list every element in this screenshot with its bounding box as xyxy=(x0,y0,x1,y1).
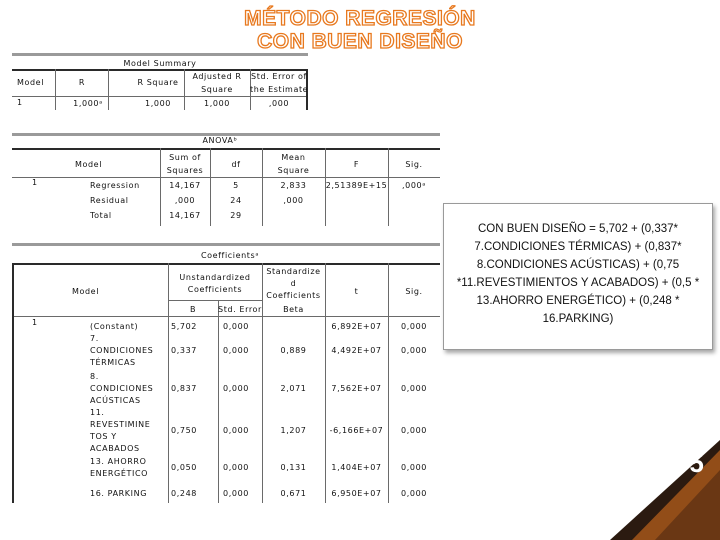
anova-row-label: Total xyxy=(90,211,112,220)
coefficients-row-std-error: 0,000 xyxy=(223,322,249,331)
slide-title-line-2: CON BUEN DISEÑO xyxy=(257,30,463,53)
anova-row-mean-square: 2,833 xyxy=(280,181,307,190)
regression-equation-text: CON BUEN DISEÑO = 5,702 + (0,337* 7.CONDICIONES TÉRMICAS) + (0,837* 8.CONDICIONES ACÚSTICAS) + (0,75 *11.REVESTIMIENTOS Y ACABADOS) + (0,5 * 13.AHORRO ENERGÉTICO) + (0,248 * 16.PARKING) xyxy=(456,223,700,325)
anova-header-bottom-line xyxy=(12,177,440,178)
coefficients-row-label: ACABADOS xyxy=(90,444,140,453)
coefficients-row-b: 0,837 xyxy=(171,384,197,393)
coefficients-row-t: 4,492E+07 xyxy=(331,346,382,355)
anova-row-mean-square: ,000 xyxy=(283,196,304,205)
coefficients-header-beta: Beta xyxy=(283,305,304,314)
coefficients-row-sig: 0,000 xyxy=(401,384,427,393)
coefficients-header-sig: Sig. xyxy=(405,287,423,296)
coefficients-header-std-error: Std. Error xyxy=(218,305,262,314)
model-summary-header-adjusted-r-line2: Square xyxy=(201,85,233,94)
coefficients-row-std-error: 0,000 xyxy=(223,346,249,355)
coefficients-row-beta: 2,071 xyxy=(280,384,307,393)
coefficients-row-std-error: 0,000 xyxy=(223,384,249,393)
coefficients-row-label: CONDICIONES xyxy=(90,346,154,355)
anova-header-model: Model xyxy=(75,160,103,169)
anova-row-df: 24 xyxy=(230,196,242,205)
coefficients-row-label: ACÚSTICAS xyxy=(90,396,141,405)
anova-row-label: Regression xyxy=(90,181,140,190)
coefficients-header-standardized-line2: d xyxy=(290,279,297,288)
coefficients-row-beta: 0,131 xyxy=(280,463,307,472)
coefficients-row-label: 16. PARKING xyxy=(90,489,147,498)
anova-row-f: 2,51389E+15 xyxy=(325,181,388,190)
coefficients-row-std-error: 0,000 xyxy=(223,463,249,472)
coefficients-row-t: -6,166E+07 xyxy=(329,426,384,435)
coefficients-row-label: ENERGÉTICO xyxy=(90,469,149,478)
coefficients-row-sig: 0,000 xyxy=(401,346,427,355)
anova-header-sum-squares-line1: Sum of xyxy=(169,153,201,162)
model-summary-row-r: 1,000ᵃ xyxy=(73,99,103,108)
coefficients-row-label: TOS Y xyxy=(90,432,117,441)
coefficients-header-unstandardized-line1: Unstandardized xyxy=(179,273,251,282)
model-summary-header-std-error-line1: Std. Error of xyxy=(251,72,307,81)
anova-row-sum-squares: 14,167 xyxy=(169,181,201,190)
coefficients-row-label: CONDICIONES xyxy=(90,384,154,393)
coefficients-row-label: 7. xyxy=(90,334,99,343)
model-summary-top-rule xyxy=(12,53,308,56)
coefficients-row-beta: 0,889 xyxy=(280,346,307,355)
coefficients-row-label: TÉRMICAS xyxy=(90,358,136,367)
coefficients-header-standardized-line1: Standardize xyxy=(266,267,321,276)
anova-header-f: F xyxy=(353,160,360,169)
coefficients-top-rule xyxy=(12,243,440,246)
model-summary-row-r-square: 1,000 xyxy=(145,99,171,108)
coefficients-row-sig: 0,000 xyxy=(401,322,427,331)
coefficients-row-sig: 0,000 xyxy=(401,489,427,498)
anova-header-mean-square-line2: Square xyxy=(277,166,310,175)
model-summary-header-top-line xyxy=(12,69,308,71)
coefficients-model-number: 1 xyxy=(32,318,38,327)
model-summary-row-adjusted-r-square: 1,000 xyxy=(204,99,230,108)
coefficients-row-sig: 0,000 xyxy=(401,463,427,472)
coefficients-header-unstandardized-line2: Coefficients xyxy=(187,285,243,294)
coefficients-subheader-line xyxy=(168,300,262,301)
anova-row-sig: ,000ᵃ xyxy=(402,181,426,190)
coefficients-row-std-error: 0,000 xyxy=(223,426,249,435)
model-summary-header-bottom-line xyxy=(12,96,308,97)
coefficients-header-model: Model xyxy=(72,287,100,296)
coefficients-row-t: 7,562E+07 xyxy=(331,384,382,393)
model-summary-header-model: Model xyxy=(17,78,45,87)
anova-row-sum-squares: ,000 xyxy=(174,196,196,205)
model-summary-header-adjusted-r-line1: Adjusted R xyxy=(192,72,242,81)
coefficients-row-label: 11. xyxy=(90,408,105,417)
anova-header-sig: Sig. xyxy=(405,160,423,169)
coefficients-left-border xyxy=(12,263,14,503)
coefficients-caption: Coefficientsᵃ xyxy=(200,251,260,260)
coefficients-row-t: 6,892E+07 xyxy=(331,322,382,331)
coefficients-row-beta: 0,671 xyxy=(280,489,307,498)
model-summary-header-r-square: R Square xyxy=(137,78,179,87)
model-summary-header-r: R xyxy=(78,78,86,87)
coefficients-row-b: 0,337 xyxy=(171,346,197,355)
anova-caption: ANOVAᵇ xyxy=(202,136,238,145)
anova-row-df: 29 xyxy=(230,211,242,220)
coefficients-header-bottom-line xyxy=(12,316,440,317)
coefficients-row-t: 6,950E+07 xyxy=(331,489,382,498)
coefficients-row-b: 0,248 xyxy=(171,489,197,498)
anova-header-mean-square-line1: Mean xyxy=(281,153,306,162)
coefficients-row-label: 13. AHORRO xyxy=(90,457,147,466)
anova-header-df: df xyxy=(231,160,241,169)
anova-row-df: 5 xyxy=(233,181,239,190)
page-number: 4-5 xyxy=(666,448,704,478)
slide-title-line-1: MÉTODO REGRESIÓN xyxy=(244,7,476,30)
anova-row-sum-squares: 14,167 xyxy=(169,211,201,220)
coefficients-header-top-line xyxy=(12,263,440,265)
anova-row-label: Residual xyxy=(90,196,129,205)
coefficients-row-sig: 0,000 xyxy=(401,426,427,435)
anova-header-sum-squares-line2: Squares xyxy=(166,166,204,175)
regression-equation-box xyxy=(443,203,713,350)
coefficients-row-beta: 1,207 xyxy=(280,426,307,435)
coefficients-row-b: 5,702 xyxy=(171,322,197,331)
coefficients-header-standardized-line3: Coefficients xyxy=(266,291,321,300)
anova-header-top-line xyxy=(12,148,440,150)
coefficients-row-b: 0,050 xyxy=(171,463,197,472)
coefficients-row-label: REVESTIMINE xyxy=(90,420,151,429)
model-summary-header-std-error-line2: the Estimate xyxy=(250,85,309,94)
model-summary-row-std-error: ,000 xyxy=(268,99,290,108)
coefficients-row-t: 1,404E+07 xyxy=(331,463,382,472)
coefficients-header-b: B xyxy=(189,305,197,314)
coefficients-header-t: t xyxy=(354,287,359,296)
model-summary-caption: Model Summary xyxy=(123,59,197,68)
coefficients-row-std-error: 0,000 xyxy=(223,489,249,498)
model-summary-row-model: 1 xyxy=(17,98,23,107)
coefficients-row-label: 8. xyxy=(90,372,99,381)
coefficients-row-label: (Constant) xyxy=(90,322,139,331)
coefficients-row-b: 0,750 xyxy=(171,426,197,435)
anova-model-number: 1 xyxy=(32,178,38,187)
